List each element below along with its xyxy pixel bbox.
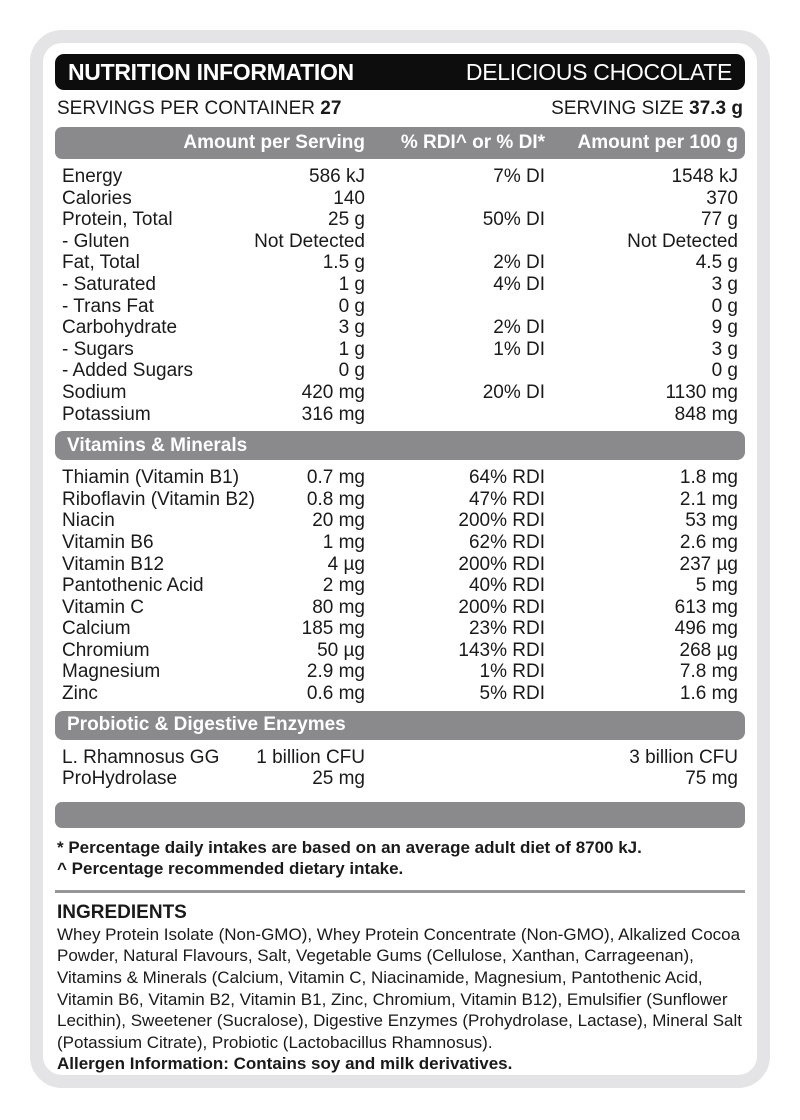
amount-per-serving: 316 mg: [301, 403, 365, 425]
amount-per-serving: 25 g: [328, 209, 365, 231]
nutrient-name: - Gluten: [62, 230, 130, 252]
amount-per-serving: 420 mg: [301, 381, 365, 403]
column-header-per100g: Amount per 100 g: [577, 132, 738, 153]
nutrition-row: [62, 166, 738, 188]
nutrient-name: Protein, Total: [62, 209, 173, 231]
vitamins-minerals-title: Vitamins & Minerals: [67, 434, 248, 456]
rdi-value: 4% DI: [493, 273, 545, 295]
amount-per-100g: Not Detected: [627, 230, 738, 252]
nutrition-row: [62, 404, 738, 426]
amount-per-serving: 1.5 g: [322, 252, 365, 274]
amount-per-serving: 25 mg: [312, 768, 365, 790]
nutrient-name: - Added Sugars: [62, 360, 193, 382]
nutrition-row: [62, 489, 738, 511]
rdi-value: 200% RDI: [458, 510, 545, 532]
rdi-value: 20% DI: [482, 381, 545, 403]
vitamins-minerals-header: [55, 431, 745, 460]
rdi-value: 62% RDI: [468, 531, 545, 553]
amount-per-serving: 185 mg: [301, 618, 365, 640]
ingredients-heading: INGREDIENTS: [57, 901, 187, 923]
rdi-value: 5% RDI: [479, 683, 545, 705]
nutrient-name: Calories: [62, 187, 132, 209]
nutrient-name: Chromium: [62, 639, 150, 661]
amount-per-serving: 4 µg: [327, 553, 365, 575]
nutrition-row: [62, 274, 738, 296]
amount-per-100g: 53 mg: [685, 510, 738, 532]
nutrition-row: [62, 339, 738, 361]
rdi-value: [365, 296, 545, 318]
amount-per-100g: 5 mg: [695, 575, 738, 597]
nutrient-name: - Trans Fat: [62, 295, 154, 317]
nutrition-row: [62, 467, 738, 489]
rdi-value: 200% RDI: [458, 596, 545, 618]
probiotics-enzymes-header: [55, 711, 745, 740]
amount-per-serving: 50 µg: [317, 639, 365, 661]
rdi-value: 2% DI: [493, 252, 545, 274]
ingredients-text: Whey Protein Isolate (Non-GMO), Whey Protein Concentrate (Non-GMO), Alkalized Cocoa Powder, Natural Flavours, Salt, Vegetable Gums (Cellulose, Xanthan, Carrageenan), Vitamins & Minerals (Calcium, Vitamin C, Niacinamide, Magnesium, Pantothenic Acid, Vitamin B6, Vitamin B2, Vitamin B1, Zinc, Chromium, Vitamin B12), Emulsifier (Sunflower Lecithin), Sweetener (Sucralose), Digestive Enzymes (Prohydrolase, Lactase), Mineral Salt (Potassium Citrate), Probiotic (Lactobacillus Rhamnosus).: [57, 924, 743, 1052]
rdi-value: 64% RDI: [468, 467, 545, 489]
nutrient-name: Sodium: [62, 381, 127, 403]
flavor-name: DELICIOUS CHOCOLATE: [465, 58, 732, 85]
amount-per-serving: 140: [333, 187, 365, 209]
rdi-value: 40% RDI: [468, 575, 545, 597]
nutrient-name: Vitamin C: [62, 596, 145, 618]
amount-per-100g: 496 mg: [674, 618, 738, 640]
nutrition-row: [62, 209, 738, 231]
amount-per-100g: 3 g: [711, 273, 738, 295]
footnote-rdi: ^ Percentage recommended dietary intake.: [57, 858, 404, 878]
allergen-info: Allergen Information: Contains soy and milk derivatives.: [57, 1054, 513, 1074]
nutrient-name: Thiamin (Vitamin B1): [62, 467, 240, 489]
amount-per-100g: 9 g: [711, 317, 738, 339]
nutrition-row: [62, 597, 738, 619]
nutrition-information-title: NUTRITION INFORMATION: [68, 58, 354, 85]
column-header-serving: Amount per Serving: [183, 132, 365, 153]
section-divider: [55, 890, 745, 893]
serving-size: [551, 98, 743, 120]
nutrient-name: Vitamin B6: [62, 531, 154, 553]
nutrient-name: Carbohydrate: [62, 317, 178, 339]
column-header-rdi: % RDI^ or % DI*: [400, 132, 545, 153]
rdi-value: 200% RDI: [458, 553, 545, 575]
amount-per-100g: 75 mg: [685, 768, 738, 790]
amount-per-serving: 586 kJ: [309, 166, 365, 187]
nutrition-row: [62, 382, 738, 404]
nutrient-name: Calcium: [62, 618, 131, 640]
amount-per-serving: 0.6 mg: [306, 683, 365, 705]
amount-per-100g: 3 g: [711, 338, 738, 360]
vitamins-minerals-table: [55, 467, 745, 705]
nutrient-name: Vitamin B12: [62, 553, 165, 575]
nutrition-row: [62, 510, 738, 532]
rdi-value: 1% RDI: [479, 661, 545, 683]
amount-per-100g: 1548 kJ: [671, 166, 738, 187]
serving-size-label: SERVING SIZE: [551, 98, 684, 119]
amount-per-serving: 3 g: [338, 317, 365, 339]
nutrition-row: [62, 296, 738, 318]
nutrition-row: [62, 683, 738, 705]
nutrient-name: Magnesium: [62, 661, 161, 683]
rdi-value: 1% DI: [493, 338, 545, 360]
amount-per-100g: 0 g: [711, 360, 738, 382]
rdi-value: [365, 360, 545, 382]
amount-per-100g: 613 mg: [674, 596, 738, 618]
probiotics-enzymes-title: Probiotic & Digestive Enzymes: [67, 714, 346, 736]
amount-per-100g: 2.1 mg: [679, 488, 738, 510]
nutrition-row: [62, 575, 738, 597]
amount-per-serving: 1 g: [338, 338, 365, 360]
nutrient-name: Riboflavin (Vitamin B2): [62, 488, 255, 510]
amount-per-100g: 848 mg: [674, 403, 738, 425]
nutrient-name: Pantothenic Acid: [62, 575, 204, 597]
rdi-value: [365, 404, 545, 426]
nutrition-row: [62, 532, 738, 554]
nutrient-name: Fat, Total: [62, 252, 140, 274]
nutrient-name: Zinc: [62, 683, 98, 705]
amount-per-serving: 1 g: [338, 273, 365, 295]
footnotes: [57, 837, 743, 879]
rdi-value: [365, 768, 545, 790]
nutrition-row: [62, 640, 738, 662]
nutrition-row: [62, 661, 738, 683]
rdi-value: [365, 747, 545, 769]
servings-per-container: [57, 98, 341, 120]
amount-per-100g: 0 g: [711, 295, 738, 317]
amount-per-serving: 2.9 mg: [306, 661, 365, 683]
nutrition-row: [62, 317, 738, 339]
serving-size-value: 37.3 g: [689, 98, 743, 119]
servings-label: SERVINGS PER CONTAINER: [57, 98, 315, 119]
amount-per-100g: 77 g: [701, 209, 738, 231]
amount-per-100g: 1130 mg: [665, 381, 738, 403]
amount-per-serving: 80 mg: [312, 596, 365, 618]
amount-per-100g: 3 billion CFU: [629, 746, 738, 768]
amount-per-100g: 4.5 g: [695, 252, 738, 274]
nutrition-row: [62, 747, 738, 769]
rdi-value: 143% RDI: [458, 639, 545, 661]
amount-per-100g: 1.6 mg: [679, 683, 738, 705]
amount-per-serving: 0 g: [338, 360, 365, 382]
rdi-value: 47% RDI: [468, 488, 545, 510]
amount-per-serving: 1 mg: [322, 531, 365, 553]
nutrition-row: [62, 360, 738, 382]
amount-per-serving: 20 mg: [312, 510, 365, 532]
nutrient-name: - Sugars: [62, 338, 134, 360]
nutrition-row: [62, 768, 738, 790]
footnote-daily-intake: * Percentage daily intakes are based on an average adult diet of 8700 kJ.: [57, 837, 642, 857]
amount-per-100g: 2.6 mg: [679, 531, 738, 553]
amount-per-serving: Not Detected: [254, 230, 365, 252]
rdi-value: [365, 231, 545, 253]
probiotics-enzymes-table: [55, 747, 745, 790]
nutrient-name: Potassium: [62, 403, 151, 425]
rdi-value: 50% DI: [482, 209, 545, 231]
main-nutrients-table: [55, 166, 745, 425]
amount-per-serving: 2 mg: [322, 575, 365, 597]
nutrient-name: Energy: [62, 166, 123, 187]
nutrition-row: [62, 252, 738, 274]
nutrition-info-header: [55, 54, 745, 90]
bottom-gray-bar: [55, 802, 745, 828]
servings-count: 27: [320, 98, 342, 119]
amount-per-100g: 1.8 mg: [679, 467, 738, 489]
rdi-value: [365, 188, 545, 210]
rdi-value: 23% RDI: [468, 618, 545, 640]
serving-info-row: [57, 98, 743, 120]
nutrition-row: [62, 188, 738, 210]
column-header-bar: [55, 127, 745, 159]
nutrition-row: [62, 231, 738, 253]
nutrient-name: ProHydrolase: [62, 768, 178, 790]
amount-per-100g: 7.8 mg: [679, 661, 738, 683]
rdi-value: 2% DI: [493, 317, 545, 339]
amount-per-100g: 237 µg: [679, 553, 738, 575]
rdi-value: 7% DI: [493, 166, 545, 187]
nutrition-label-card: [30, 30, 770, 1088]
amount-per-serving: 0.8 mg: [306, 488, 365, 510]
amount-per-serving: 0 g: [338, 295, 365, 317]
nutrition-row: [62, 618, 738, 640]
nutrient-name: - Saturated: [62, 273, 156, 295]
amount-per-100g: 268 µg: [679, 639, 738, 661]
amount-per-serving: 1 billion CFU: [256, 746, 365, 768]
nutrition-row: [62, 554, 738, 576]
amount-per-100g: 370: [706, 187, 738, 209]
nutrient-name: Niacin: [62, 510, 115, 532]
nutrient-name: L. Rhamnosus GG: [62, 746, 220, 768]
amount-per-serving: 0.7 mg: [306, 467, 365, 489]
